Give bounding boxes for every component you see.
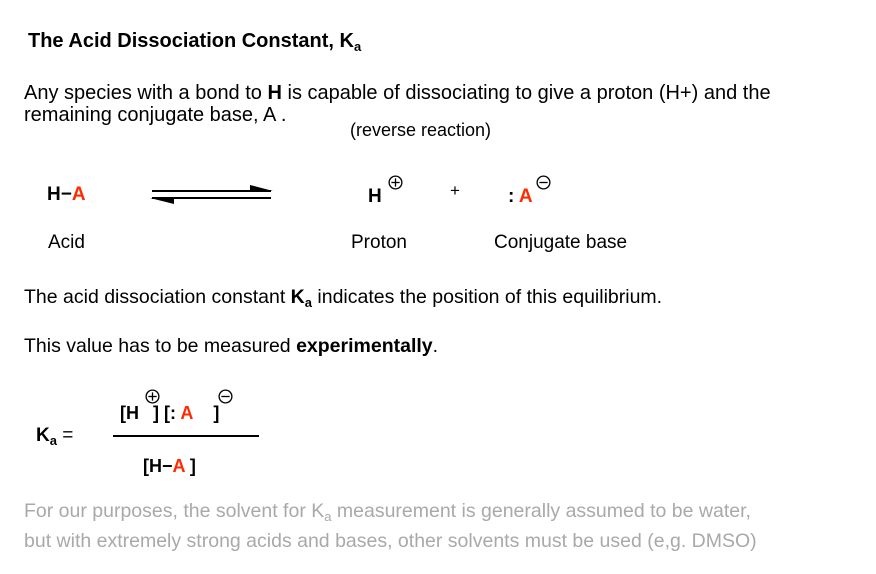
proton-formula: H bbox=[368, 186, 382, 207]
note-line1-post: measurement is generally assumed to be water, bbox=[331, 500, 751, 522]
note-line1-pre: For our purposes, the solvent for K bbox=[24, 500, 325, 522]
ka-sentence-sub: a bbox=[304, 295, 312, 310]
acid-h: H bbox=[47, 184, 61, 205]
note-line1-sub: a bbox=[324, 509, 332, 524]
experiment-bold: experimentally bbox=[296, 335, 433, 357]
ka-sentence bbox=[24, 286, 662, 310]
num-open: [H bbox=[120, 403, 139, 423]
numerator bbox=[120, 403, 219, 424]
num-a: A bbox=[180, 403, 194, 423]
base-a: A bbox=[518, 186, 533, 207]
experiment-sentence bbox=[24, 335, 438, 358]
intro-part2: is capable of dissociating to give a proton (H+) and the bbox=[281, 82, 771, 104]
note-line2: but with extremely strong acids and bases, other solvents must be used (e,g. DMSO) bbox=[24, 530, 757, 552]
circled-minus-icon bbox=[536, 175, 551, 190]
circled-minus-icon bbox=[218, 389, 233, 404]
intro-line2: remaining conjugate base, A . bbox=[24, 104, 287, 126]
intro-part1: Any species with a bond to bbox=[24, 82, 268, 104]
den-a: A bbox=[172, 456, 185, 476]
base-colon: : bbox=[508, 186, 515, 207]
proton-label: Proton bbox=[351, 232, 407, 253]
circled-plus-icon bbox=[388, 175, 403, 190]
ka-sentence-post: indicates the position of this equilibrium. bbox=[311, 286, 663, 308]
acid-label: Acid bbox=[48, 232, 85, 253]
equilibrium-arrows-icon bbox=[150, 181, 275, 207]
title-text: The Acid Dissociation Constant, K bbox=[28, 30, 354, 52]
page-title bbox=[28, 30, 361, 54]
intro-bold-h: H bbox=[267, 82, 282, 104]
solvent-note bbox=[24, 499, 757, 553]
title-subscript: a bbox=[353, 39, 362, 54]
num-close: ] bbox=[213, 403, 220, 423]
ka-symbol bbox=[36, 425, 73, 448]
ka-sentence-pre: The acid dissociation constant bbox=[24, 286, 291, 308]
circled-plus-icon bbox=[145, 389, 160, 404]
experiment-post: . bbox=[432, 335, 439, 357]
den-close: ] bbox=[189, 456, 196, 476]
equals-sign: = bbox=[62, 425, 74, 446]
reverse-reaction-label: (reverse reaction) bbox=[350, 120, 492, 140]
experiment-pre: This value has to be measured bbox=[24, 335, 297, 357]
ka-sub: a bbox=[49, 433, 57, 448]
plus-sign: + bbox=[450, 181, 460, 200]
base-formula bbox=[508, 186, 533, 208]
ka-sentence-k: K bbox=[290, 286, 305, 308]
fraction-bar bbox=[113, 435, 259, 437]
ka-k: K bbox=[36, 425, 50, 446]
conjugate-base-label: Conjugate base bbox=[494, 232, 628, 253]
denominator bbox=[143, 456, 196, 477]
acid-a: A bbox=[71, 184, 86, 205]
num-mid: ] [: bbox=[153, 403, 181, 423]
den-open: [H− bbox=[143, 456, 173, 476]
acid-formula bbox=[47, 184, 86, 206]
acid-bond: − bbox=[60, 184, 72, 205]
